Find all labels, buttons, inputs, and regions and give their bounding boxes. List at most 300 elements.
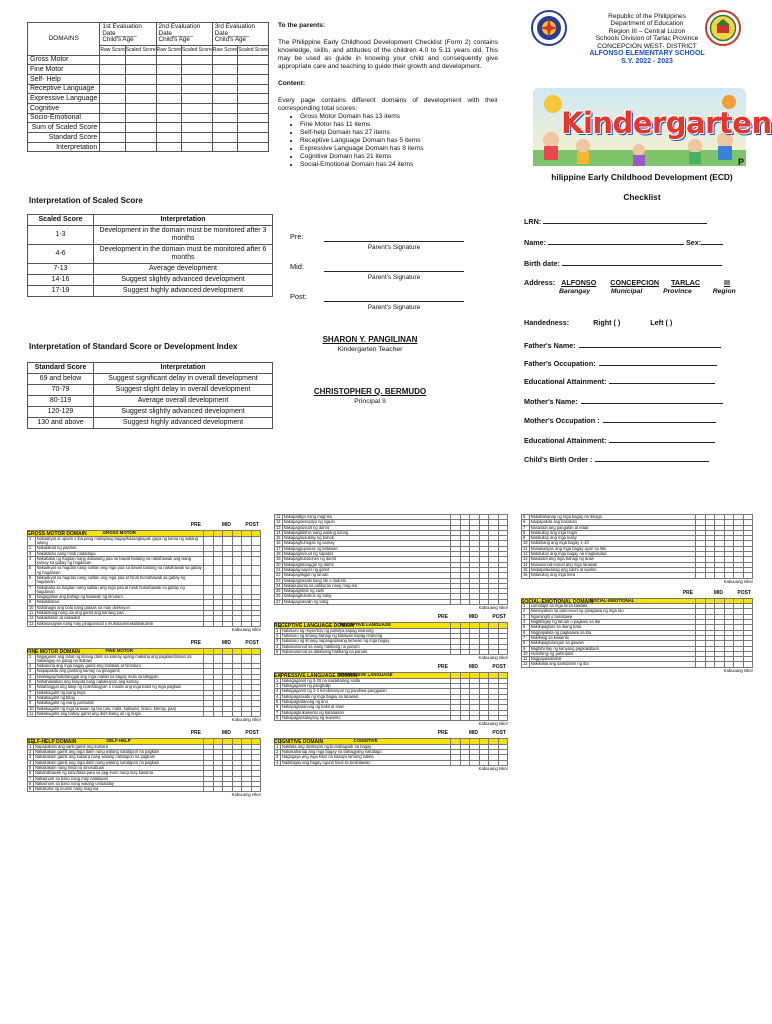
score-cell[interactable]	[181, 142, 212, 152]
check-cell[interactable]	[232, 787, 242, 792]
check-cell[interactable]	[232, 576, 242, 586]
check-cell[interactable]	[232, 556, 242, 566]
check-cell[interactable]	[223, 621, 233, 626]
eval-label: MID	[468, 614, 478, 621]
eval-label: PRE	[682, 589, 693, 596]
score-range: 130 and above	[28, 418, 94, 429]
scaled-score-col-header: Scaled Score	[238, 45, 269, 55]
score-cell[interactable]	[125, 65, 156, 75]
score-cell[interactable]	[181, 103, 212, 113]
item-number: 12	[523, 661, 528, 667]
check-cell[interactable]	[479, 715, 489, 720]
check-cell[interactable]	[213, 566, 223, 576]
score-cell[interactable]	[238, 113, 269, 123]
item-number: 24	[276, 582, 281, 588]
score-cell[interactable]	[100, 74, 125, 84]
score-cell[interactable]	[212, 74, 237, 84]
check-cell[interactable]	[451, 760, 461, 765]
check-cell[interactable]	[251, 566, 261, 576]
domain-label: Socio-Emotional	[28, 113, 100, 123]
interpretation-text: Suggest significant delay in overall development	[94, 374, 273, 385]
check-cell[interactable]	[204, 787, 214, 792]
right-hand-option[interactable]: Right ( )	[593, 318, 621, 327]
score-cell[interactable]	[212, 142, 237, 152]
check-cell[interactable]	[223, 556, 233, 566]
score-cell[interactable]	[156, 74, 181, 84]
check-cell[interactable]	[242, 711, 252, 716]
check-cell[interactable]	[734, 573, 744, 578]
score-cell[interactable]	[156, 94, 181, 104]
score-cell[interactable]	[212, 123, 237, 133]
domain-row	[28, 113, 269, 123]
total-score-label: Kabuuang Iskor	[478, 605, 508, 611]
item-text: Nakaiinom sa baso nang walang umaalalay	[34, 781, 204, 786]
check-cell[interactable]	[460, 599, 470, 604]
check-cell[interactable]	[705, 662, 715, 667]
check-cell[interactable]	[223, 787, 233, 792]
check-cell[interactable]	[204, 654, 214, 664]
interp-row	[28, 275, 273, 286]
check-cell[interactable]	[242, 654, 252, 664]
domain-title: EXPRESSIVE LANGUAGE DOMAIN	[274, 673, 358, 680]
item-text: Naipapaliwanag ang sanhi at epekto	[529, 567, 695, 572]
check-cell[interactable]	[489, 715, 499, 720]
check-cell[interactable]	[251, 711, 261, 716]
item-number: 13	[276, 524, 281, 530]
domain-table	[521, 598, 753, 668]
name-field[interactable]: Name: Sex:	[524, 238, 723, 247]
eval-label: POST	[737, 589, 751, 596]
score-cell[interactable]	[125, 84, 156, 94]
score-cell[interactable]	[125, 103, 156, 113]
item-text: Nakapagbubuhos ng tubig	[282, 594, 450, 599]
score-cell[interactable]	[181, 133, 212, 143]
score-cell[interactable]	[156, 84, 181, 94]
item-number: 6	[28, 771, 34, 776]
check-cell[interactable]	[223, 576, 233, 586]
score-cell[interactable]	[181, 113, 212, 123]
total-score-label: Kabuuang Iskor	[478, 765, 508, 771]
check-cell[interactable]	[213, 576, 223, 586]
check-cell[interactable]	[489, 760, 499, 765]
parent-info-field[interactable]: Educational Attainment:	[524, 436, 715, 445]
score-cell[interactable]	[100, 84, 125, 94]
check-cell[interactable]	[451, 715, 461, 720]
score-cell[interactable]	[238, 123, 269, 133]
check-cell[interactable]	[470, 715, 480, 720]
check-cell[interactable]	[213, 787, 223, 792]
check-cell[interactable]	[498, 715, 508, 720]
item-text: Naisasaayos ang mga bagay ayon sa laki	[529, 546, 695, 551]
check-cell[interactable]	[251, 654, 261, 664]
check-cell[interactable]	[223, 585, 233, 595]
eval-label: MID	[713, 589, 723, 596]
teacher-signatory	[300, 335, 440, 353]
eval-label: PRE	[437, 614, 448, 621]
check-cell[interactable]	[232, 566, 242, 576]
check-cell[interactable]	[213, 621, 223, 626]
item-number: 1	[275, 744, 281, 749]
parent-info-field[interactable]: Mother's Occupation :	[524, 416, 716, 425]
item-text: Nakakaguhit ng isang linya	[35, 690, 203, 695]
check-cell[interactable]	[242, 536, 252, 546]
item-number: 2	[275, 633, 281, 638]
item-number: 1	[28, 654, 36, 664]
score-cell[interactable]	[181, 84, 212, 94]
parents-section	[278, 22, 498, 169]
check-cell[interactable]	[213, 556, 223, 566]
score-cell[interactable]	[238, 84, 269, 94]
item-number: 2	[275, 684, 281, 689]
score-cell[interactable]	[125, 94, 156, 104]
score-cell[interactable]	[156, 103, 181, 113]
item-number: 2	[522, 609, 530, 614]
domain-row	[28, 94, 269, 104]
check-cell[interactable]	[498, 760, 508, 765]
form-title-line1: hilippine Early Childhood Development (ECD)	[551, 172, 733, 182]
item-number: 7	[275, 710, 281, 715]
score-cell[interactable]	[100, 133, 125, 143]
check-cell[interactable]	[489, 649, 499, 654]
score-cell[interactable]	[212, 84, 237, 94]
check-cell[interactable]	[213, 654, 223, 664]
score-cell[interactable]	[125, 74, 156, 84]
check-cell[interactable]	[489, 599, 499, 604]
item-text: Nakaiinom sa baso nang may natatapon	[34, 776, 204, 781]
check-cell[interactable]	[470, 649, 480, 654]
scaled-interp-table	[27, 214, 273, 297]
parent-info-field[interactable]: Mother's Name:	[524, 397, 723, 406]
score-cell[interactable]	[212, 55, 237, 65]
check-cell[interactable]	[498, 599, 508, 604]
score-cell[interactable]	[212, 65, 237, 75]
parent-info-field[interactable]: Father's Name:	[524, 341, 721, 350]
score-cell[interactable]	[156, 142, 181, 152]
domain-scores-table	[27, 22, 269, 152]
check-cell[interactable]	[479, 649, 489, 654]
score-cell[interactable]	[212, 94, 237, 104]
score-cell[interactable]	[100, 113, 125, 123]
item-number: 11	[29, 710, 34, 716]
check-cell[interactable]	[204, 556, 214, 566]
check-cell[interactable]	[479, 599, 489, 604]
interpretation-header: Interpretation	[94, 215, 273, 226]
score-cell[interactable]	[238, 65, 269, 75]
score-cell[interactable]	[125, 113, 156, 123]
item-text: Nakikinig sa kuwento	[529, 635, 695, 640]
domain-block	[27, 522, 261, 632]
lrn-field[interactable]: LRN:	[524, 217, 707, 226]
check-cell[interactable]	[242, 585, 252, 595]
check-cell[interactable]	[251, 556, 261, 566]
check-cell[interactable]	[242, 566, 252, 576]
item-text: Nakapagpupunas ng katawan	[282, 546, 450, 551]
eval-label: POST	[492, 614, 506, 621]
item-number: 10	[523, 540, 528, 546]
item-number: 8	[275, 715, 281, 720]
check-cell[interactable]	[705, 573, 715, 578]
score-cell[interactable]	[238, 133, 269, 143]
check-cell[interactable]	[696, 662, 706, 667]
score-range: 14-16	[28, 275, 94, 286]
check-cell[interactable]	[460, 649, 470, 654]
check-cell[interactable]	[232, 585, 242, 595]
summary-row	[28, 123, 269, 133]
item-number: 4	[28, 760, 34, 765]
score-cell[interactable]	[100, 94, 125, 104]
domain-row	[28, 55, 269, 65]
score-cell[interactable]	[181, 74, 212, 84]
interpretation-text: Suggest highly advanced development	[94, 286, 273, 297]
item-number: 2	[28, 664, 36, 669]
domain-header: SELF-HELP	[34, 739, 204, 745]
check-cell[interactable]	[204, 536, 214, 546]
item-text: Nagagaya ang mga kilos na kaaayo lamang nakita	[281, 755, 451, 760]
check-cell[interactable]	[460, 760, 470, 765]
score-cell[interactable]	[238, 142, 269, 152]
eval-label: POST	[492, 730, 506, 737]
kindergarten-word: Kindergarten	[561, 106, 772, 140]
domain-block	[27, 640, 261, 722]
check-cell[interactable]	[743, 573, 753, 578]
deped-seal-icon	[531, 10, 567, 46]
check-cell[interactable]	[251, 621, 261, 626]
score-cell[interactable]	[181, 123, 212, 133]
check-cell[interactable]	[242, 621, 252, 626]
parent-info-field[interactable]: Educational Attainment:	[524, 377, 715, 386]
check-cell[interactable]	[470, 599, 480, 604]
item-number: 22	[276, 572, 281, 578]
score-cell[interactable]	[156, 65, 181, 75]
item-number: 19	[276, 556, 281, 562]
item-number: 7	[522, 635, 530, 640]
score-cell[interactable]	[100, 142, 125, 152]
check-cell[interactable]	[242, 556, 252, 566]
score-cell[interactable]	[212, 103, 237, 113]
domain-block	[521, 514, 753, 584]
standard-interp-table	[27, 362, 273, 429]
item-text: Nakahahawak ng baso/tasa para sa pag-inom nang may kasama	[34, 771, 204, 776]
score-cell[interactable]	[238, 103, 269, 113]
score-cell[interactable]	[156, 133, 181, 143]
check-cell[interactable]	[213, 585, 223, 595]
item-number: 18	[276, 551, 281, 557]
domain-table	[27, 738, 261, 792]
item-text: Nakakahanap ang mga bagay na bahagyang nakatago	[281, 750, 451, 755]
check-cell[interactable]	[451, 599, 461, 604]
item-number: 6	[522, 520, 530, 525]
domain-table	[521, 514, 753, 579]
domain-header: FINE MOTOR	[35, 648, 203, 654]
item-text: Naipapakita ang gustong kamay na ginagamit	[35, 669, 203, 674]
score-cell[interactable]	[181, 55, 212, 65]
address-field[interactable]: Address: ALFONSO CONCEPCION TARLAC III	[524, 278, 731, 287]
check-cell[interactable]	[724, 573, 734, 578]
check-cell[interactable]	[204, 621, 214, 626]
checklist-item-row	[275, 649, 508, 654]
check-cell[interactable]	[251, 576, 261, 586]
item-text: Natatanggal ang takip ng bote/lalagyan o maalis ang mga balot ng mga pagkain	[35, 685, 203, 690]
check-cell[interactable]	[724, 662, 734, 667]
check-cell[interactable]	[460, 715, 470, 720]
item-number: 1	[28, 536, 36, 546]
check-cell[interactable]	[223, 711, 233, 716]
item-text: Nasisiyahan sa panonood ng ginagawa ng mga tao	[529, 609, 695, 614]
score-cell[interactable]	[156, 55, 181, 65]
signature-label: Mid:	[290, 262, 304, 271]
score-cell[interactable]	[238, 55, 269, 65]
score-cell[interactable]	[100, 123, 125, 133]
score-cell[interactable]	[100, 65, 125, 75]
content-title: Content:	[278, 80, 306, 88]
total-score-label: Kabuuang Iskor	[723, 578, 753, 584]
score-cell[interactable]	[125, 123, 156, 133]
left-hand-option[interactable]: Left ( )	[650, 318, 673, 327]
score-cell[interactable]	[238, 94, 269, 104]
content-list	[278, 113, 498, 169]
score-cell[interactable]	[181, 65, 212, 75]
item-text: Nakapag-aayos ng gamit	[282, 567, 450, 572]
item-text: Nakapagkukuwento ng karanasan	[281, 710, 451, 715]
eval-label: PRE	[437, 664, 448, 671]
signature-line[interactable]	[324, 241, 464, 242]
check-cell[interactable]	[223, 566, 233, 576]
score-cell[interactable]	[156, 113, 181, 123]
item-number: 12	[276, 519, 281, 525]
item-text: Nakasusunod sa isang hakbang na panuto	[281, 644, 451, 649]
score-cell[interactable]	[125, 55, 156, 65]
check-cell[interactable]	[743, 662, 753, 667]
check-cell[interactable]	[213, 711, 223, 716]
item-number: 6	[275, 705, 281, 710]
item-text: Nakukuha ang mga bagay gamit ang hinlalaki at hintuturo	[35, 664, 203, 669]
checklist-column-1	[27, 522, 261, 799]
item-text: Naigagalaw ang bahagi ng katawan ng itinuturo	[35, 595, 203, 600]
item-text: Nakakakain nang hindi na sinusubuan	[34, 765, 204, 770]
check-cell[interactable]	[204, 585, 214, 595]
item-text: Nakikilala ang damdamin ng iba	[529, 662, 695, 667]
check-cell[interactable]	[251, 787, 261, 792]
check-cell[interactable]	[715, 573, 725, 578]
school-seal-icon	[705, 10, 741, 46]
check-cell[interactable]	[223, 536, 233, 546]
score-cell[interactable]	[212, 133, 237, 143]
item-text: Nakakakain gamit ang mga daliri nang walang natatapon na pagkain	[34, 750, 204, 755]
eval-label: PRE	[437, 730, 448, 737]
score-range: 70-79	[28, 385, 94, 396]
domain-title: COGNITIVE DOMAIN	[274, 739, 324, 746]
domain-table	[27, 648, 261, 717]
item-text: Nakapaghuhugas ng kamay	[282, 541, 450, 546]
score-cell[interactable]	[100, 103, 125, 113]
item-number: 23	[276, 577, 281, 583]
check-cell[interactable]	[696, 573, 706, 578]
domain-row	[28, 84, 269, 94]
item-number: 3	[28, 755, 34, 760]
standard-score-header: Standard Score	[28, 363, 94, 374]
check-cell[interactable]	[498, 649, 508, 654]
check-cell[interactable]	[204, 711, 214, 716]
domain-table	[274, 514, 508, 605]
interp-row	[28, 226, 273, 245]
check-cell[interactable]	[715, 662, 725, 667]
check-cell[interactable]	[242, 576, 252, 586]
check-cell[interactable]	[251, 536, 261, 546]
item-text: Ngumingiti o tumatawa	[529, 614, 695, 619]
total-score-label: Kabuuang Iskor	[231, 626, 261, 632]
item-text: Naisusunod-sunod ang mga larawan	[529, 562, 695, 567]
item-text: Naipapakita ang kasarian	[529, 520, 695, 525]
check-cell[interactable]	[204, 566, 214, 576]
check-cell[interactable]	[242, 787, 252, 792]
check-cell[interactable]	[451, 649, 461, 654]
item-text: Nakababa sa hagdan nang salitan ang mga paa at hindi humahawak sa gabay ng hagdanan	[35, 585, 203, 595]
score-cell[interactable]	[181, 94, 212, 104]
check-cell[interactable]	[223, 654, 233, 664]
interp-row	[28, 286, 273, 297]
score-cell[interactable]	[100, 55, 125, 65]
signature-line[interactable]	[324, 301, 464, 302]
check-cell[interactable]	[232, 621, 242, 626]
checklist-item-row	[275, 760, 508, 765]
item-text: Nakatakbo nang hindi nadadapa	[35, 551, 203, 556]
score-cell[interactable]	[125, 133, 156, 143]
parent-info-field[interactable]: Father's Occupation:	[524, 359, 717, 368]
birth-date-field[interactable]: Birth date:	[524, 259, 722, 268]
item-text: Nakaturo ng limang bahagi ng katawan kapag tinanong	[281, 633, 451, 638]
check-cell[interactable]	[232, 711, 242, 716]
score-cell[interactable]	[156, 123, 181, 133]
check-cell[interactable]	[213, 536, 223, 546]
check-cell[interactable]	[479, 760, 489, 765]
domain-table	[274, 672, 508, 721]
domain-label: Expressive Language	[28, 94, 100, 104]
item-text: Nakababa ng hagdan nang dalawang paa sa bawat baitang na nakahawak ang isang kamay sa gabay ng hagdanan	[35, 556, 203, 566]
item-number: 1	[522, 604, 530, 609]
check-cell[interactable]	[204, 576, 214, 586]
check-cell[interactable]	[734, 662, 744, 667]
check-cell[interactable]	[232, 654, 242, 664]
item-number: 6	[522, 630, 530, 635]
item-number: 7	[28, 585, 36, 595]
parent-info-field[interactable]: Child's Birth Order :	[524, 455, 709, 464]
score-cell[interactable]	[238, 74, 269, 84]
item-text: Nakahahanap ng mga bagay na itinago	[529, 515, 695, 520]
score-range: 1-3	[28, 226, 94, 245]
checklist-item-row	[275, 715, 508, 720]
check-cell[interactable]	[232, 536, 242, 546]
item-number: 8	[28, 781, 34, 786]
score-cell[interactable]	[212, 113, 237, 123]
signature-line[interactable]	[324, 271, 464, 272]
total-score-label: Kabuuang Iskor	[231, 717, 261, 723]
check-cell[interactable]	[470, 760, 480, 765]
item-text: Nagpapasalamat	[529, 657, 695, 662]
item-number: 5	[275, 699, 281, 704]
check-cell[interactable]	[251, 585, 261, 595]
school-year: S.Y. 2022 - 2023	[621, 57, 673, 65]
checklist-item-row	[28, 711, 261, 716]
interpretation-text: Suggest slightly advanced development	[94, 407, 273, 418]
checklist-item-row	[275, 599, 508, 604]
item-number: 4	[275, 760, 281, 765]
standard-interp-title: Interpretation of Standard Score or Development Index	[29, 342, 238, 351]
item-number: 12	[523, 551, 528, 557]
domain-title-row	[27, 522, 261, 537]
score-cell[interactable]	[125, 142, 156, 152]
item-text: Nakikipagtulungan sa gawain	[529, 641, 695, 646]
item-text: Nakapagliligpit ng laruan	[282, 573, 450, 578]
